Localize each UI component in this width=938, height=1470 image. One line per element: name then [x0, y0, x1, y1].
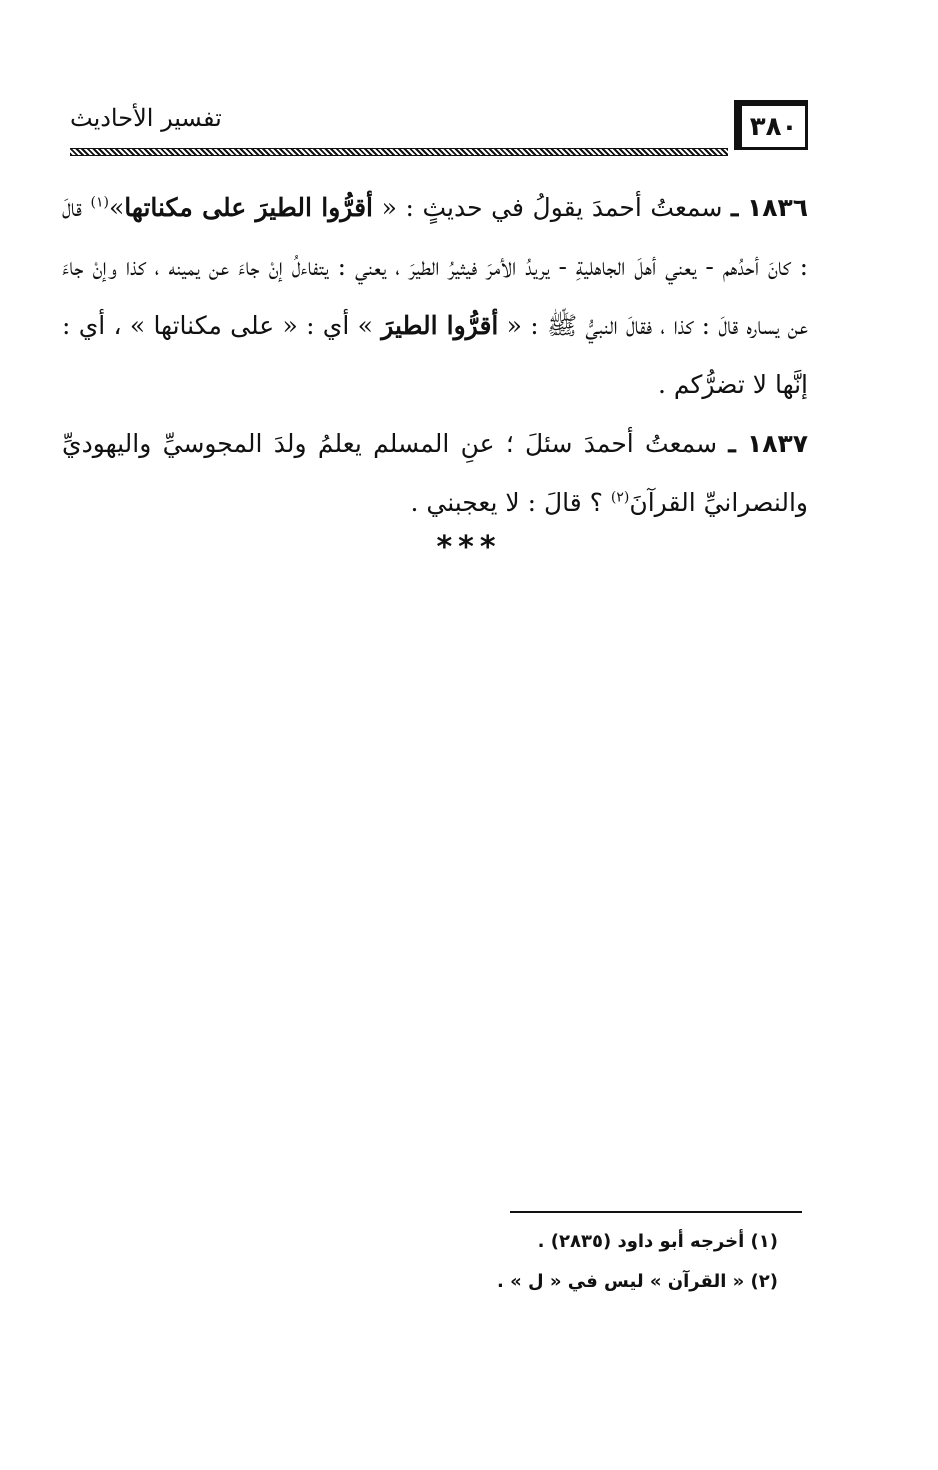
entry-text: سمعتُ أحمدَ يقولُ في حديثٍ : «	[381, 193, 723, 222]
entry-text: قالَ : كانَ أحدُهم - يعني أهلَ الجاهليةِ - يريدُ الأمرَ فيثيرُ الطيرَ ، يعني : يتفاءلُ إنْ جاءَ عن يمينه ، كذا وإنْ جاءَ عن يساره قالَ : كذا ، فقالَ النبيُّ ﷺ : «	[62, 193, 809, 340]
footnote-1: (١) أخرجه أبو داود (٢٨٣٥) .	[537, 1231, 778, 1252]
entry-text: ؟ قالَ : لا يعجبني .	[410, 488, 603, 517]
entry-1837	[62, 414, 808, 532]
main-text	[62, 178, 808, 532]
footnote-rule	[510, 1211, 802, 1213]
quote-close: »	[109, 193, 125, 222]
running-title: تفسير الأحاديث	[70, 104, 222, 132]
entry-text: سمعتُ أحمدَ سئلَ ؛ عنِ المسلم يعلمُ ولدَ المجوسيِّ واليهوديِّ والنصرانيِّ القرآنَ	[62, 429, 808, 517]
header-rule	[70, 148, 728, 156]
page-header	[70, 100, 808, 158]
entry-dash: ـ	[731, 193, 739, 222]
footnote-ref: (١)	[90, 194, 109, 211]
entry-text: » أي : « على مكناتها » ، أي : إنَّها لا تضرُّكم .	[62, 311, 808, 399]
entry-number: ١٨٣٧	[746, 429, 808, 458]
entry-dash: ـ	[728, 429, 736, 458]
footnotes	[378, 1222, 778, 1302]
footnote-ref: (٢)	[610, 489, 630, 506]
entry-1836	[62, 178, 808, 414]
page-number: ٣٨٠	[734, 100, 808, 150]
footnote-2: (٢) « القرآن » ليس في « ل » .	[497, 1271, 778, 1292]
hadith-quote: أقرُّوا الطيرَ على مكناتها	[124, 193, 373, 222]
section-separator: ***	[436, 530, 502, 565]
entry-number: ١٨٣٦	[746, 193, 809, 222]
hadith-quote: أقرُّوا الطيرَ	[381, 311, 499, 340]
